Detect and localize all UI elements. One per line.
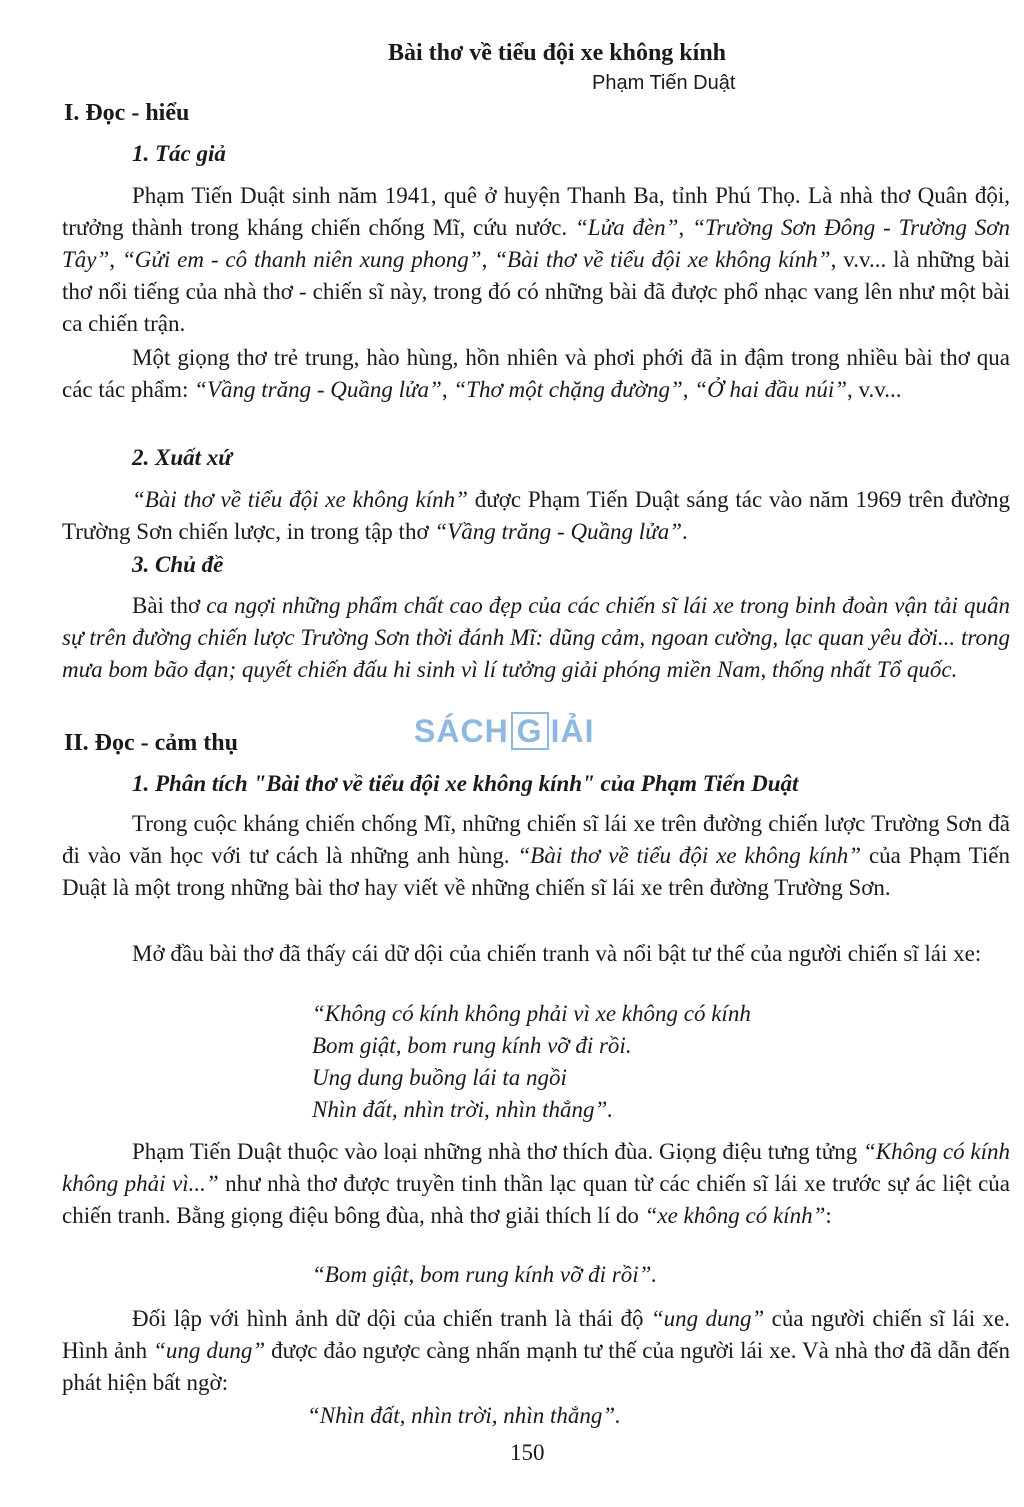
section-heading-doc-cam-thu: II. Đọc - cảm thụ <box>64 730 238 756</box>
poem-line: Nhìn đất, nhìn trời, nhìn thẳng”. <box>312 1097 614 1122</box>
paragraph-phan-tich-1: Trong cuộc kháng chiến chống Mĩ, những chiến sĩ lái xe trên đường chiến lược Trường Sơn đã đi vào văn học với tư cách là những anh hùng. “Bài thơ về tiểu đội xe không kính” của Phạm Tiến Duật là một trong những bài thơ hay viết về những chiến sĩ lái xe trên đường Trường Sơn. <box>62 811 1010 900</box>
subheading-chu-de: 3. Chủ đề <box>132 552 224 577</box>
subheading-xuat-xu: 2. Xuất xứ <box>132 445 233 470</box>
poem-excerpt <box>312 998 751 1126</box>
subheading-tac-gia: 1. Tác giả <box>132 141 226 166</box>
paragraph-phan-tich-4: Đối lập với hình ảnh dữ dội của chiến tranh là thái độ “ung dung” của người chiến sĩ lái xe. Hình ảnh “ung dung” được đảo ngược càng nhấn mạnh tư thế của người lái xe. Và nhà thơ đã dẫn đến phát hiện bất ngờ: <box>62 1306 1010 1395</box>
quote-line-nhin-dat: “Nhìn đất, nhìn trời, nhìn thẳng”. <box>307 1403 621 1428</box>
section-heading-doc-hieu: I. Đọc - hiểu <box>64 100 190 126</box>
paragraph-phan-tich-3: Phạm Tiến Duật thuộc vào loại những nhà thơ thích đùa. Giọng điệu tưng tửng “Không có kính không phải vì...” như nhà thơ được truyền tinh thần lạc quan từ các chiến sĩ lái xe trước sự ác liệt của chiến tranh. Bằng giọng điệu bông đùa, nhà thơ giải thích lí do “xe không có kính”: <box>62 1139 1010 1228</box>
poem-line: “Không có kính không phải vì xe không có kính <box>312 1001 751 1026</box>
page-number: 150 <box>510 1440 545 1465</box>
paragraph-xuat-xu: “Bài thơ về tiểu đội xe không kính” được Phạm Tiến Duật sáng tác vào năm 1969 trên đường Trường Sơn chiến lược, in trong tập thơ “Vầng trăng - Quầng lửa”. <box>62 487 1010 544</box>
subheading-phan-tich: 1. Phân tích "Bài thơ về tiểu đội xe không kính" của Phạm Tiến Duật <box>132 771 799 796</box>
paragraph-phan-tich-2: Mở đầu bài thơ đã thấy cái dữ dội của chiến tranh và nổi bật tư thế của người chiến sĩ lái xe: <box>132 941 982 966</box>
paragraph-tac-gia-2: Một giọng thơ trẻ trung, hào hùng, hồn nhiên và phơi phới đã in đậm trong nhiều bài thơ qua các tác phẩm: “Vầng trăng - Quầng lửa”, “Thơ một chặng đường”, “Ở hai đầu núi”, v.v... <box>62 345 1010 402</box>
watermark-logo: SÁCH G IẢI <box>414 713 595 749</box>
paragraph-tac-gia-1: Phạm Tiến Duật sinh năm 1941, quê ở huyện Thanh Ba, tỉnh Phú Thọ. Là nhà thơ Quân đội, trưởng thành trong kháng chiến chống Mĩ, cứu nước. “Lửa đèn”, “Trường Sơn Đông - Trường Sơn Tây”, “Gửi em - cô thanh niên xung phong”, “Bài thơ về tiểu đội xe không kính”, v.v... là những bài thơ nổi tiếng của nhà thơ - chiến sĩ này, trong đó có những bài đã được phổ nhạc vang lên như một bài ca chiến trận. <box>62 183 1011 336</box>
poem-line: Bom giật, bom rung kính vỡ đi rồi. <box>312 1033 632 1058</box>
quote-line-bom-giat: “Bom giật, bom rung kính vỡ đi rồi”. <box>312 1262 658 1287</box>
poem-line: Ung dung buồng lái ta ngồi <box>312 1065 567 1090</box>
document-title: Bài thơ về tiểu đội xe không kính <box>387 40 727 66</box>
paragraph-chu-de: Bài thơ ca ngợi những phẩm chất cao đẹp của các chiến sĩ lái xe trong binh đoàn vận tải quân sự trên đường chiến lược Trường Sơn thời đánh Mĩ: dũng cảm, ngoan cường, lạc quan yêu đời... trong mưa bom bão đạn; quyết chiến đấu hi sinh vì lí tưởng giải phóng miền Nam, thống nhất Tổ quốc. <box>62 593 1010 682</box>
author-name: Phạm Tiến Duật <box>592 72 736 94</box>
